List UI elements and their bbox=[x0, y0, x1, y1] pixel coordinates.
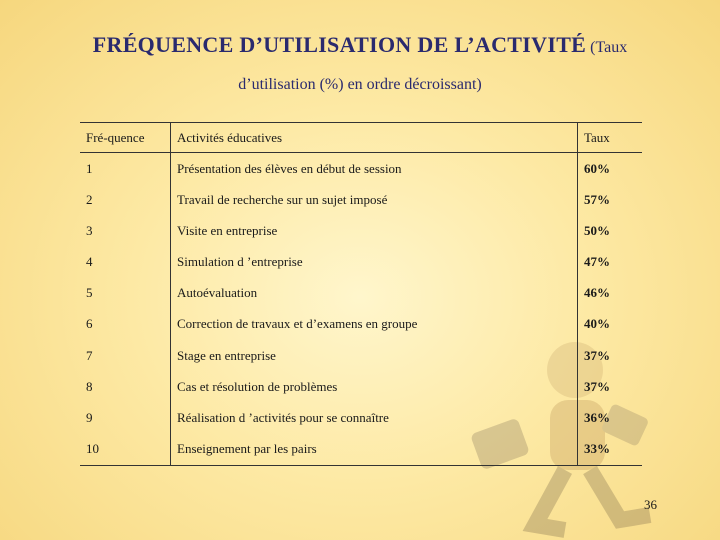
header-taux: Taux bbox=[578, 123, 643, 153]
cell-rate: 60% bbox=[578, 153, 643, 185]
cell-rate: 47% bbox=[578, 247, 643, 278]
cell-rate: 46% bbox=[578, 278, 643, 309]
cell-activity: Réalisation d ’activités pour se connaître bbox=[177, 409, 389, 425]
cell-activity: Visite en entreprise bbox=[177, 223, 278, 239]
title-sub-line1: (Taux bbox=[590, 39, 628, 56]
cell-rank: 7 bbox=[80, 340, 171, 371]
cell-rate: 36% bbox=[578, 402, 643, 433]
cell-activity: Enseignement par les pairs bbox=[177, 441, 317, 457]
table-row bbox=[80, 371, 642, 402]
header-activites: Activités éducatives bbox=[177, 129, 283, 145]
cell-rate: 37% bbox=[578, 340, 643, 371]
cell-rate: 40% bbox=[578, 309, 643, 340]
header-frequence: Fré-quence bbox=[80, 123, 171, 153]
cell-activity: Travail de recherche sur un sujet imposé bbox=[177, 192, 388, 208]
slide-title bbox=[0, 32, 720, 58]
cell-rate: 37% bbox=[578, 371, 643, 402]
table-row bbox=[80, 278, 642, 309]
table-row bbox=[80, 247, 642, 278]
cell-rate: 33% bbox=[578, 433, 643, 465]
cell-activity: Présentation des élèves en début de session bbox=[177, 160, 402, 176]
cell-activity: Stage en entreprise bbox=[177, 347, 276, 363]
cell-rank: 2 bbox=[80, 185, 171, 216]
cell-activity: Autoévaluation bbox=[177, 285, 258, 301]
cell-rank: 3 bbox=[80, 216, 171, 247]
cell-activity: Simulation d ’entreprise bbox=[177, 254, 303, 270]
activity-frequency-table bbox=[80, 122, 642, 466]
cell-rank: 1 bbox=[80, 153, 171, 185]
cell-activity: Correction de travaux et d’examens en groupe bbox=[177, 316, 418, 332]
cell-rank: 10 bbox=[80, 433, 171, 465]
table-row bbox=[80, 216, 642, 247]
cell-rank: 6 bbox=[80, 309, 171, 340]
title-sub-line2: d’utilisation (%) en ordre décroissant) bbox=[238, 76, 482, 93]
table-row bbox=[80, 185, 642, 216]
cell-rank: 8 bbox=[80, 371, 171, 402]
title-main: FRÉQUENCE D’UTILISATION DE L’ACTIVITÉ bbox=[92, 32, 587, 57]
table-row bbox=[80, 340, 642, 371]
table-row bbox=[80, 433, 642, 465]
page-number: 36 bbox=[644, 497, 657, 512]
table-row bbox=[80, 153, 642, 185]
cell-rate: 57% bbox=[578, 185, 643, 216]
table-row bbox=[80, 309, 642, 340]
cell-rank: 5 bbox=[80, 278, 171, 309]
cell-rank: 9 bbox=[80, 402, 171, 433]
cell-activity: Cas et résolution de problèmes bbox=[177, 378, 338, 394]
cell-rate: 50% bbox=[578, 216, 643, 247]
table-row bbox=[80, 402, 642, 433]
table-header-row bbox=[80, 123, 642, 153]
cell-rank: 4 bbox=[80, 247, 171, 278]
